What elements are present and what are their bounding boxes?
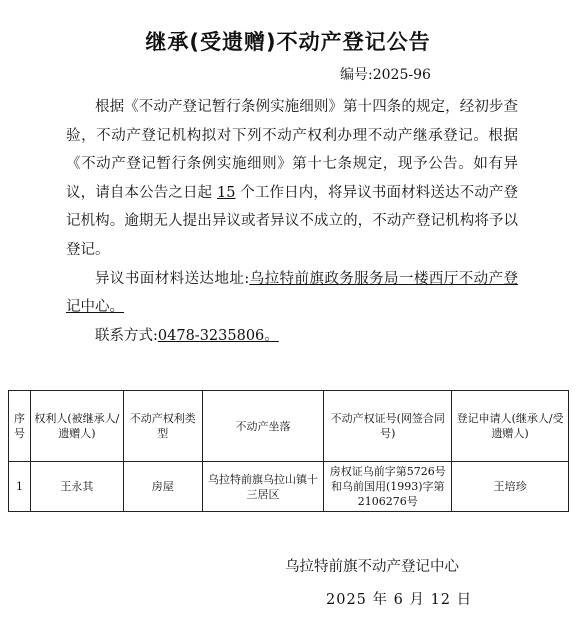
notice-body [66,93,518,350]
notice-title: 继承(受遗赠)不动产登记公告 [145,30,431,54]
address-label: 异议书面材料送达地址: [95,270,250,287]
contact-phone: 0478-3235806。 [157,327,279,344]
header-index: 序号 [9,391,31,462]
paragraph-text-before: 根据《不动产登记暂行条例实施细则》第十四条的规定，经初步查验，不动产登记机构拟对下列不动产权利办理不动产继承登记。根据《不动产登记暂行条例实施细则》第十七条规定，现予公告。如有异议，请自本公告之日起 [66,99,518,201]
objection-days: 15 [217,184,236,201]
paragraph-legal-basis [66,93,518,265]
header-location: 不动产坐落 [202,391,324,462]
paragraph-text-after: 个工作日内，将异议书面材料送达不动产登记机构。逾期无人提出异议或者异议不成立的，不动产登记机构将予以登记。 [66,184,519,258]
header-cert-no: 不动产权证号(网签合同号) [324,391,452,462]
cell-index: 1 [9,462,31,512]
issuer-signature: 乌拉特前旗不动产登记中心 [285,559,459,575]
paragraph-address [66,265,518,322]
contact-label: 联系方式: [95,327,158,344]
cell-owner: 王永其 [30,462,123,512]
cell-location: 乌拉特前旗乌拉山镇十三居区 [202,462,324,512]
header-owner: 权利人(被继承人/遗赠人) [30,391,123,462]
address-value: 乌拉特前旗政务服务局一楼西厅不动产登记中心。 [66,270,519,316]
document-number: 编号:2025-96 [340,67,431,83]
header-applicant: 登记申请人(继承人/受遗赠人) [452,391,569,462]
header-right-type: 不动产权利类型 [123,391,202,462]
paragraph-contact [66,322,518,351]
cell-applicant: 王培珍 [452,462,569,512]
table-header-row [9,391,569,462]
cell-right-type: 房屋 [123,462,202,512]
table-row [9,462,569,512]
cell-cert-no: 房权证乌前字第5726号和乌前国用(1993)字第2106276号 [324,462,452,512]
registration-table [8,390,569,512]
issue-date: 2025 年 6 月 12 日 [326,592,473,608]
